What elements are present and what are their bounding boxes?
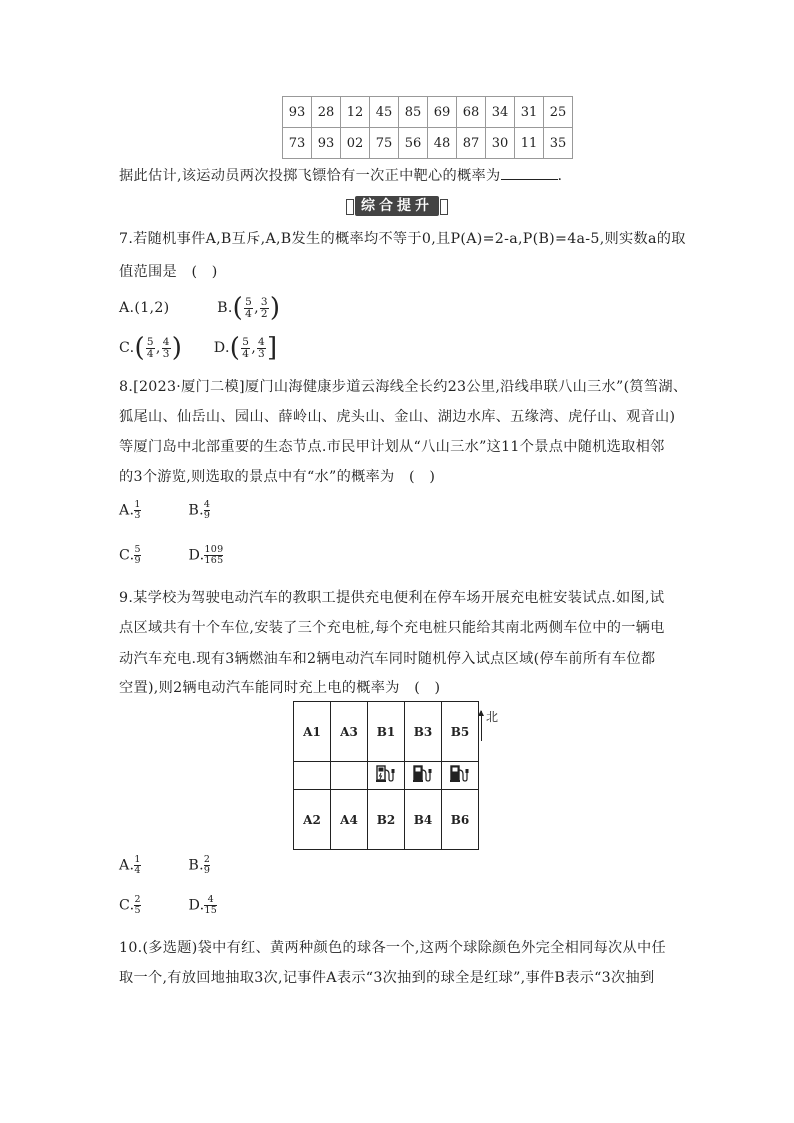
fraction xyxy=(204,545,223,566)
parking-space-a1: A1 xyxy=(294,702,331,762)
option-label: A. xyxy=(119,502,135,519)
table-cell: 30 xyxy=(486,128,515,159)
paren-close: ] xyxy=(267,333,278,363)
denominator: 3 xyxy=(134,510,141,521)
q6-conclusion xyxy=(119,165,562,185)
table-row xyxy=(283,97,573,128)
fraction xyxy=(204,500,210,521)
numerator: 2 xyxy=(134,894,141,905)
table-cell: 12 xyxy=(341,97,370,128)
option-label: A. xyxy=(119,300,135,316)
denominator: 9 xyxy=(203,865,211,876)
parking-space-a2: A2 xyxy=(294,790,331,850)
north-label: 北 xyxy=(486,710,499,724)
q8-stem-line1: 8.[2023·厦门二模]厦门山海健康步道云海线全长约23公里,沿线串联八山三水”(筼筜湖、 xyxy=(119,379,688,395)
option-label: D. xyxy=(188,547,205,564)
parking-space-b3: B3 xyxy=(405,702,442,762)
aisle-cell xyxy=(331,762,368,790)
numerator: 4 xyxy=(162,335,170,348)
table-cell: 34 xyxy=(486,97,515,128)
denominator: 5 xyxy=(134,905,141,916)
fraction xyxy=(204,855,210,876)
separator: , xyxy=(155,340,161,356)
q7-stem-line2: 值范围是 ( ) xyxy=(119,264,218,280)
option-label: C. xyxy=(119,897,135,914)
paren-close: ) xyxy=(171,333,183,363)
option-a-value: (1,2) xyxy=(134,300,170,316)
numerator: 4 xyxy=(204,895,217,906)
numerator: 2 xyxy=(203,854,211,865)
table-cell: 93 xyxy=(283,97,312,128)
table-cell: 31 xyxy=(515,97,544,128)
table-cell: 56 xyxy=(399,128,428,159)
q6-text: 据此估计,该运动员两次投掷飞镖恰有一次正中靶心的概率为 xyxy=(119,168,501,184)
denominator: 15 xyxy=(204,905,218,916)
parking-space-b5: B5 xyxy=(442,702,479,762)
q10-stem-line2: 取一个,有放回地抽取3次,记事件A表示“3次抽到的球全是红球”,事件B表示“3次抽到 xyxy=(119,970,655,986)
parking-space-a3: A3 xyxy=(331,702,368,762)
q7-stem-line1: 7.若随机事件A,B互斥,A,B发生的概率均不等于0,且P(A)=2-a,P(B)=4a-5,则实数a的取 xyxy=(119,231,686,247)
ev-charger-icon xyxy=(442,762,479,790)
table-cell: 69 xyxy=(428,97,457,128)
table-cell: 87 xyxy=(457,128,486,159)
denominator: 4 xyxy=(146,347,154,360)
table-cell: 48 xyxy=(428,128,457,159)
fraction xyxy=(134,855,140,876)
q8-options-row1 xyxy=(119,500,210,521)
option-label: D. xyxy=(213,340,230,356)
section-banner: 综合提升 xyxy=(355,196,439,216)
fraction xyxy=(204,895,217,916)
q9-stem-line2: 点区域共有十个车位,安装了三个充电桩,每个充电桩只能给其南北两侧车位中的一辆电 xyxy=(119,620,665,636)
table-cell: 02 xyxy=(341,128,370,159)
fraction xyxy=(134,895,140,916)
paren-open: ( xyxy=(232,293,244,323)
fraction xyxy=(257,337,266,360)
table-cell: 11 xyxy=(515,128,544,159)
parking-space-b2: B2 xyxy=(368,790,405,850)
denominator: 3 xyxy=(258,347,265,360)
denominator: 2 xyxy=(260,307,268,320)
q9-stem-line3: 动汽车充电.现有3辆燃油车和2辆电动汽车同时随机停入试点区域(停车前所有车位都 xyxy=(119,651,656,667)
fraction xyxy=(134,500,140,521)
paren-close: ) xyxy=(269,293,281,323)
table-cell: 45 xyxy=(370,97,399,128)
option-label: C. xyxy=(119,547,135,564)
denominator: 9 xyxy=(134,555,141,566)
q9-stem-line4: 空置),则2辆电动汽车能同时充上电的概率为 ( ) xyxy=(119,680,441,696)
numerator: 1 xyxy=(134,499,141,510)
q8-stem-line4: 的3个游览,则选取的景点中有“水”的概率为 ( ) xyxy=(119,469,436,485)
ev-charger-icon xyxy=(405,762,442,790)
option-label: B. xyxy=(217,300,233,316)
numerator: 5 xyxy=(242,335,250,348)
option-label: D. xyxy=(188,897,205,914)
option-label: B. xyxy=(188,857,204,874)
table-cell: 93 xyxy=(312,128,341,159)
fraction xyxy=(162,337,171,360)
table-cell: 25 xyxy=(544,97,573,128)
table-cell: 85 xyxy=(399,97,428,128)
numerator: 5 xyxy=(146,335,154,348)
fraction xyxy=(241,337,250,360)
q8-options-row2 xyxy=(119,545,223,566)
option-label: A. xyxy=(119,857,135,874)
numerator: 1 xyxy=(134,854,141,865)
numerator: 4 xyxy=(258,335,265,348)
table-cell: 75 xyxy=(370,128,399,159)
parking-diagram xyxy=(293,701,479,850)
q8-stem-line3: 等厦门岛中北部重要的生态节点.市民甲计划从“八山三水”这11个景点中随机选取相邻 xyxy=(119,439,665,455)
fraction xyxy=(134,545,140,566)
option-label: C. xyxy=(119,340,135,356)
parking-space-a4: A4 xyxy=(331,790,368,850)
fraction xyxy=(244,297,253,320)
numerator: 3 xyxy=(260,295,268,308)
denominator: 165 xyxy=(204,555,224,566)
denominator: 4 xyxy=(242,347,250,360)
denominator: 4 xyxy=(245,307,253,320)
numerator: 5 xyxy=(134,544,141,555)
denominator: 4 xyxy=(134,865,141,876)
q8-stem-line2: 狐尾山、仙岳山、园山、薛岭山、虎头山、金山、湖边水库、五缘湾、虎仔山、观音山) xyxy=(119,409,676,425)
table-cell: 68 xyxy=(457,97,486,128)
parking-space-b4: B4 xyxy=(405,790,442,850)
parking-space-b1: B1 xyxy=(368,702,405,762)
denominator: 9 xyxy=(203,510,211,521)
q6-period: . xyxy=(557,168,563,184)
q9-stem-line1: 9.某学校为驾驶电动汽车的教职工提供充电便利在停车场开展充电桩安装试点.如图,试 xyxy=(119,590,665,606)
separator: , xyxy=(254,300,259,316)
numerator: 5 xyxy=(245,295,253,308)
denominator: 3 xyxy=(162,347,170,360)
random-number-table xyxy=(282,96,573,159)
answer-blank[interactable] xyxy=(501,165,558,180)
fraction xyxy=(146,337,155,360)
ev-charger-icon xyxy=(368,762,405,790)
table-cell: 73 xyxy=(283,128,312,159)
q7-options-row2 xyxy=(119,335,277,361)
paren-open: ( xyxy=(134,333,145,363)
separator: , xyxy=(251,340,257,356)
paren-open: ( xyxy=(229,333,241,363)
option-label: B. xyxy=(188,502,204,519)
aisle-cell xyxy=(294,762,331,790)
q10-stem-line1: 10.(多选题)袋中有红、黄两种颜色的球各一个,这两个球除颜色外完全相同每次从中任 xyxy=(119,940,667,956)
table-cell: 28 xyxy=(312,97,341,128)
q9-options-row2 xyxy=(119,895,217,916)
parking-space-b6: B6 xyxy=(442,790,479,850)
fraction xyxy=(260,297,269,320)
q7-options-row1 xyxy=(119,295,280,321)
table-row xyxy=(283,128,573,159)
numerator: 4 xyxy=(203,499,211,510)
numerator: 109 xyxy=(204,544,224,555)
q9-options-row1 xyxy=(119,855,210,876)
table-cell: 35 xyxy=(544,128,573,159)
